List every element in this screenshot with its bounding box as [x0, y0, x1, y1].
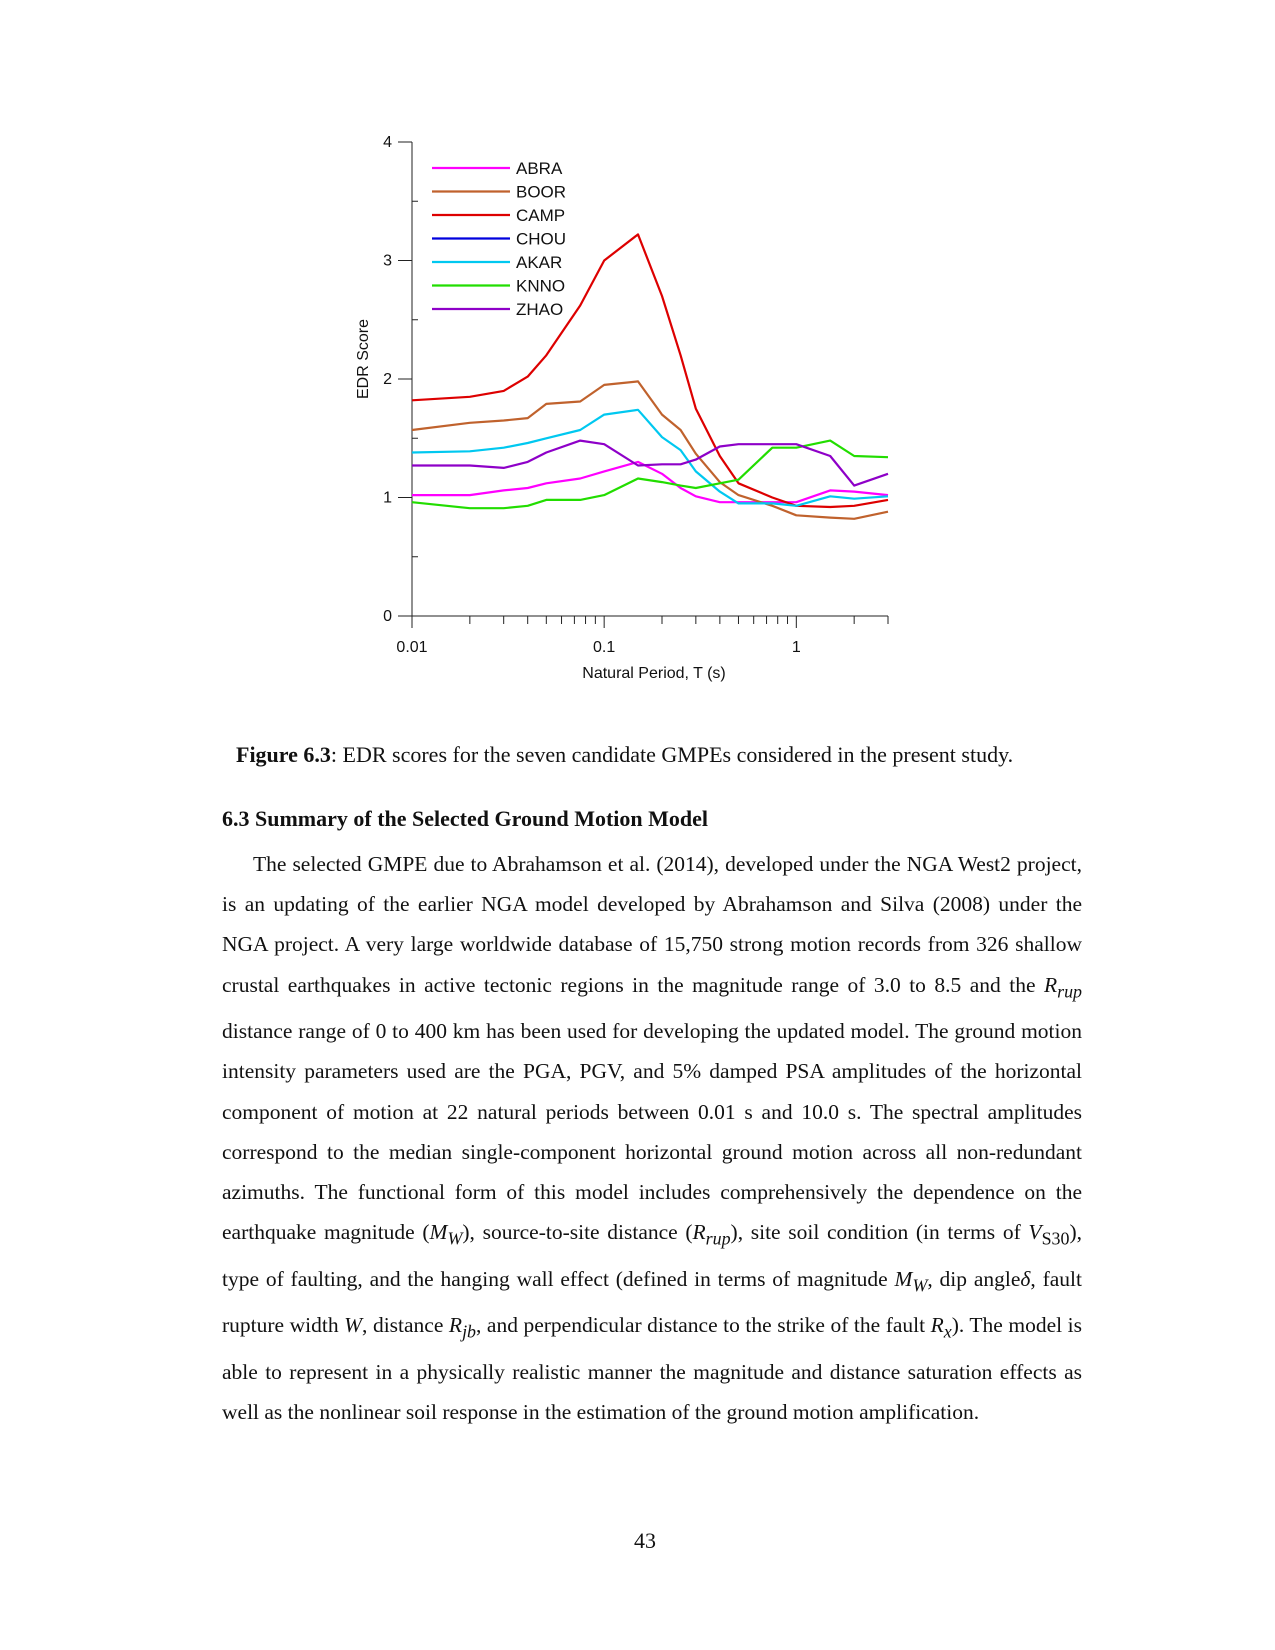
legend-label-zhao: ZHAO	[516, 300, 564, 319]
body-paragraph: The selected GMPE due to Abrahamson et al. (2014), developed under the NGA West2 project, is an updating of the earlier NGA model developed by Abrahamson and Silva (2008) under the NGA project. A very large worldwide database of 15,750 strong motion records from 326 shallow crustal earthquakes in active tectonic regions in the magnitude range of 3.0 to 8.5 and the $R_{rup}$ distance range of 0 to 400 km has been used for developing the updated model. The ground motion intensity parameters used are the PGA, PGV, and 5% damped PSA amplitudes of the horizontal component of motion at 22 natural periods between 0.01 s and 10.0 s. The spectral amplitudes correspond to the median single-component horizontal ground motion across all non-redundant azimuths. The functional form of this model includes comprehensively the dependence on the earthquake magnitude $(M_W)$, source-to-site distance $(R_{rup})$, site soil condition (in terms of $V_{S30}$), type of faulting, and the hanging wall effect (defined in terms of magnitude $M_W$, dip angleδ, fault rupture width W, distance $R_{jb}$, and perpendicular distance to the strike of the fault $R_x$). The model is able to represent in a physically realistic manner the magnitude and distance saturation effects as well as the nonlinear soil response in the estimation of the ground motion amplification.	[222, 852, 1082, 1424]
figure-caption	[236, 742, 1096, 768]
x-tick-label: 1	[791, 639, 801, 656]
series-line-akar	[412, 410, 888, 506]
x-tick-label: 0.01	[396, 639, 428, 656]
page-number: 43	[634, 1528, 656, 1553]
legend-label-boor: BOOR	[516, 182, 567, 202]
y-tick-label: 1	[383, 489, 392, 507]
legend-label-camp: CAMP	[516, 206, 566, 225]
legend-label-chou: CHOU	[516, 229, 567, 249]
edr-score-chart	[340, 130, 940, 710]
y-tick-label: 4	[383, 134, 392, 151]
figure-caption-label: Figure 6.3	[236, 742, 331, 767]
legend-label-abra: ABRA	[516, 159, 563, 178]
legend-label-knno: KNNO	[516, 276, 566, 296]
legend-label-akar: AKAR	[516, 253, 563, 272]
x-tick-label: 0.1	[593, 639, 616, 656]
figure-caption-text: : EDR scores for the seven candidate GMPEs considered in the present study.	[330, 742, 1014, 767]
y-tick-label: 2	[383, 371, 392, 388]
section-heading: 6.3 Summary of the Selected Ground Motion Model	[222, 806, 709, 831]
x-axis-title: Natural Period, T (s)	[582, 665, 726, 682]
y-tick-label: 0	[383, 608, 392, 625]
y-axis-title: EDR Score	[355, 318, 372, 400]
series-line-zhao	[412, 441, 888, 486]
y-tick-label: 3	[383, 252, 392, 270]
series-line-abra	[412, 462, 888, 502]
